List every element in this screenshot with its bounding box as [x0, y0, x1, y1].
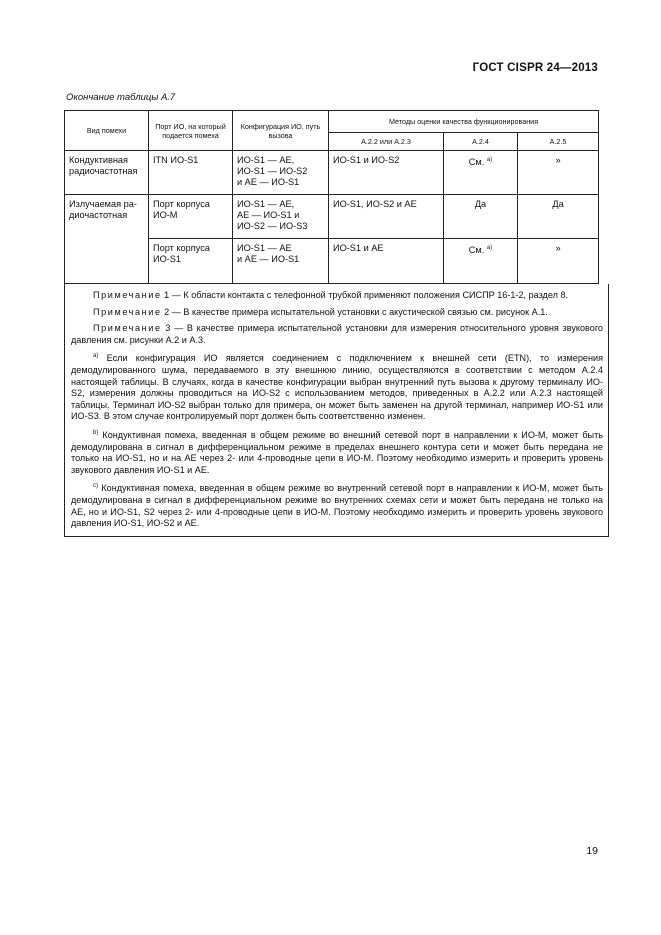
cell-method-2: Да — [444, 195, 518, 239]
cell-method-2-text: См. — [468, 245, 485, 255]
config-line: ИО-S1 — АЕ — [237, 243, 292, 253]
table-row — [65, 195, 599, 239]
footnote-text: Кондуктивная помеха, введенная в общем режиме во внешний сетевой порт в направлении к ИО-М, может быть демодулирована в сигнал в дифференциальном режиме в пределах внешнего контура сети и может быть передана не только на ИО-S1, но и на АЕ через 2- или 4-проводные цепи в ИО-М. Поэтому необходимо измерить и проверить уровень звукового давления ИО-S1 и АЕ. — [71, 429, 603, 475]
footnote-b — [71, 428, 603, 476]
standard-header: ГОСТ CISPR 24—2013 — [472, 62, 598, 74]
footnote-ref: a) — [486, 245, 493, 251]
config-line: и АЕ — ИО-S1 — [237, 177, 300, 187]
footnote-mark: b) — [93, 429, 99, 436]
cell-port: ITN ИО-S1 — [149, 151, 233, 195]
footnote-mark: c) — [93, 483, 98, 490]
cell-method-1: ИО-S1, ИО-S2 и АЕ — [329, 195, 444, 239]
cell-port: Порт корпуса ИО-М — [149, 195, 233, 239]
note-2 — [71, 307, 603, 319]
cell-config — [233, 151, 329, 195]
note-text: 1 — К области контакта с телефонной трубкой применяют положения СИСПР 16-1-2, раздел 8. — [164, 290, 569, 300]
cell-config — [233, 195, 329, 239]
table-notes — [64, 284, 609, 537]
cell-type: Излучаемая ра-диочастотная — [65, 195, 149, 284]
table-a7 — [64, 110, 599, 284]
cell-method-1: ИО-S1 и ИО-S2 — [329, 151, 444, 195]
header-port: Порт ИО, на который подается помеха — [149, 111, 233, 151]
table-caption: Окончание таблицы А.7 — [66, 92, 176, 103]
header-method-3: А.2.5 — [518, 133, 599, 151]
footnote-c — [71, 481, 603, 529]
cell-method-3: » — [518, 239, 599, 284]
header-method-1: А.2.2 или А.2.3 — [329, 133, 444, 151]
cell-method-2 — [444, 151, 518, 195]
note-label: Примечание — [93, 323, 162, 334]
footnote-mark: a) — [93, 353, 99, 360]
note-label: Примечание — [93, 306, 162, 317]
cell-port: Порт корпуса ИО-S1 — [149, 239, 233, 284]
table-container — [64, 110, 603, 537]
cell-type: Кондуктивная радиочастотная — [65, 151, 149, 195]
header-type: Вид помехи — [65, 111, 149, 151]
footnote-a — [71, 351, 603, 423]
footnote-ref: a) — [486, 157, 493, 163]
config-line: ИО-S1 — АЕ, — [237, 199, 295, 209]
config-line: ИО-S1 — АЕ, — [237, 155, 295, 165]
cell-method-3: Да — [518, 195, 599, 239]
footnote-text: Если конфигурация ИО является соединением с подключением к внешней сети (ETN), то измерения демодулированного шума, передаваемого в эту внешнюю линию, осуществляются в соответствии с методом А.2.4 настоящей таблицы. В случаях, когда в качестве конфигурации выбран внутренний путь вызова к другому терминалу ИО-S2, измерения должны проводиться на ИО-S2 с использованием методов, приведенных в А.2.2 или А.2.3 настоящей таблицы. Терминал ИО-S2 выбран только для примера, он может быть заменен на другой терминал, например ИО-S1 или ИО-S3. В этом случае контролируемый порт должен быть соответственно изменен. — [71, 353, 603, 422]
note-3 — [71, 323, 603, 346]
cell-method-1: ИО-S1 и АЕ — [329, 239, 444, 284]
cell-method-2 — [444, 239, 518, 284]
header-method-2: А.2.4 — [444, 133, 518, 151]
config-line: АЕ — ИО-S1 и — [237, 210, 300, 220]
config-line: ИО-S2 — ИО-S3 — [237, 221, 308, 231]
table-row — [65, 151, 599, 195]
note-label: Примечание — [93, 290, 162, 300]
header-config: Конфигурация ИО, путь вызова — [233, 111, 329, 151]
footnote-text: Кондуктивная помеха, введенная в общем режиме во внутренний сетевой порт в направлении к ИО-М, может быть демодулирована в сигнал в дифференциальном режиме во внутренних схемах сети и может быть передана не только на АЕ, но и ИО-S1, S2 через 2- или 4-проводные цепи в ИО-М. Поэтому необходимо измерить и проверить уровень звукового давления ИО-S1, ИО-S2 и АЕ. — [71, 483, 603, 529]
config-line: ИО-S1 — ИО-S2 — [237, 166, 308, 176]
note-text: 3 — В качестве примера испытательной установки для измерения относительного уровня звукового давления см. рисунки А.2 и А.3. — [71, 323, 603, 345]
note-text: 2 — В качестве примера испытательной установки с акустической связью см. рисунок А.1. — [164, 306, 548, 317]
header-methods: Методы оценки качества функционирования — [329, 111, 599, 133]
page-number: 19 — [586, 845, 598, 857]
note-1 — [71, 290, 603, 302]
cell-method-3: » — [518, 151, 599, 195]
cell-config — [233, 239, 329, 284]
config-line: и АЕ — ИО-S1 — [237, 254, 300, 264]
cell-method-2-text: См. — [468, 157, 485, 167]
